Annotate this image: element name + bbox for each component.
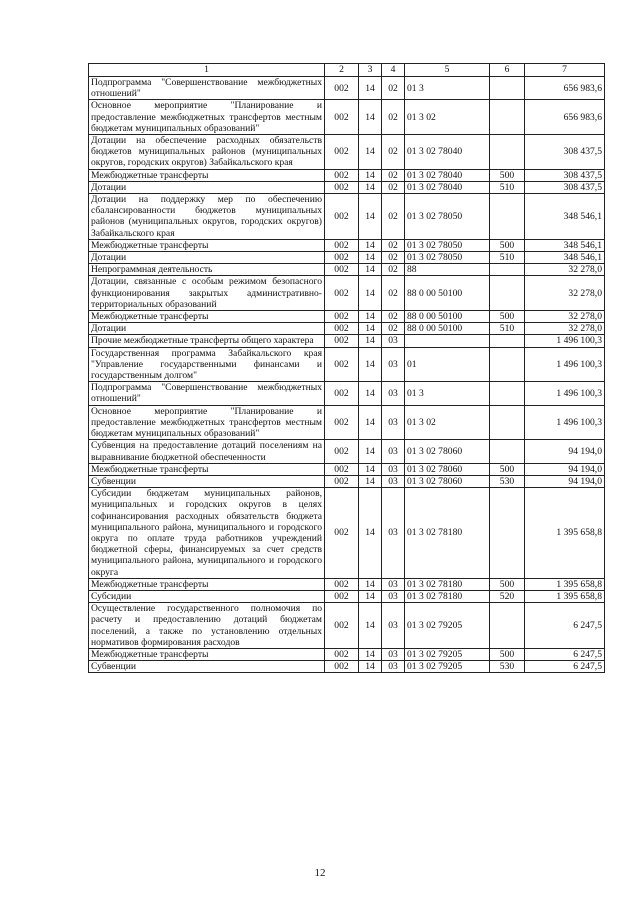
row-subsection-code: 02 — [382, 77, 405, 100]
row-amount: 6 247,5 — [525, 648, 605, 660]
row-expense-type: 500 — [490, 239, 525, 251]
row-expense-type — [490, 382, 525, 405]
row-amount: 1 496 100,3 — [525, 382, 605, 405]
row-section-code: 14 — [359, 194, 382, 240]
row-target-article: 01 3 02 78060 — [405, 440, 490, 463]
row-expense-type — [490, 347, 525, 382]
header-col-2: 2 — [325, 64, 359, 77]
table-row — [89, 169, 605, 181]
row-subsection-code: 02 — [382, 135, 405, 170]
row-expense-type: 510 — [490, 181, 525, 193]
row-section-code: 14 — [359, 405, 382, 440]
row-expense-type — [490, 194, 525, 240]
row-ministry-code: 002 — [325, 488, 359, 579]
row-ministry-code: 002 — [325, 405, 359, 440]
row-expense-type: 500 — [490, 463, 525, 475]
row-ministry-code: 002 — [325, 661, 359, 673]
row-amount: 32 278,0 — [525, 323, 605, 335]
row-section-code: 14 — [359, 347, 382, 382]
row-ministry-code: 002 — [325, 252, 359, 264]
table-row — [89, 239, 605, 251]
row-name: Основное мероприятие "Планирование и предоставление межбюджетных трансфертов местным бюджетам муниципальных образований" — [89, 100, 325, 135]
row-expense-type: 500 — [490, 648, 525, 660]
row-target-article: 01 3 02 — [405, 405, 490, 440]
row-amount: 308 437,5 — [525, 169, 605, 181]
row-name: Дотации на обеспечение расходных обязательств бюджетов муниципальных районов (муниципальных округов, городских округов) Забайкальского края — [89, 135, 325, 170]
row-subsection-code: 03 — [382, 661, 405, 673]
row-subsection-code: 02 — [382, 169, 405, 181]
row-ministry-code: 002 — [325, 169, 359, 181]
row-expense-type: 500 — [490, 578, 525, 590]
row-ministry-code: 002 — [325, 276, 359, 311]
row-amount: 1 496 100,3 — [525, 347, 605, 382]
row-subsection-code: 03 — [382, 347, 405, 382]
row-subsection-code: 03 — [382, 648, 405, 660]
row-expense-type: 500 — [490, 311, 525, 323]
table-row — [89, 323, 605, 335]
row-expense-type: 510 — [490, 323, 525, 335]
row-amount: 32 278,0 — [525, 311, 605, 323]
table-row — [89, 194, 605, 240]
row-name: Субвенция на предоставление дотаций поселениям на выравнивание бюджетной обеспеченности — [89, 440, 325, 463]
row-section-code: 14 — [359, 488, 382, 579]
row-expense-type: 530 — [490, 475, 525, 487]
row-target-article: 01 — [405, 347, 490, 382]
row-expense-type: 510 — [490, 252, 525, 264]
row-subsection-code: 03 — [382, 590, 405, 602]
row-ministry-code: 002 — [325, 181, 359, 193]
row-name: Межбюджетные трансферты — [89, 239, 325, 251]
row-amount: 308 437,5 — [525, 135, 605, 170]
row-subsection-code: 03 — [382, 405, 405, 440]
table-row — [89, 578, 605, 590]
row-name: Основное мероприятие "Планирование и предоставление межбюджетных трансфертов местным бюджетам муниципальных образований" — [89, 405, 325, 440]
row-ministry-code: 002 — [325, 603, 359, 649]
row-name: Осуществление государственного полномочия по расчету и предоставлению дотаций бюджетам поселений, а также по установлению отдельных нормативов формирования расходов — [89, 603, 325, 649]
row-section-code: 14 — [359, 648, 382, 660]
row-ministry-code: 002 — [325, 239, 359, 251]
row-expense-type — [490, 77, 525, 100]
table-row — [89, 488, 605, 579]
row-subsection-code: 03 — [382, 603, 405, 649]
budget-table — [88, 63, 605, 673]
row-subsection-code: 02 — [382, 194, 405, 240]
row-name: Государственная программа Забайкальского края "Управление государственными финансами и государственным долгом" — [89, 347, 325, 382]
row-subsection-code: 03 — [382, 488, 405, 579]
row-target-article: 01 3 02 78050 — [405, 239, 490, 251]
row-ministry-code: 002 — [325, 100, 359, 135]
row-section-code: 14 — [359, 252, 382, 264]
row-target-article: 01 3 02 78040 — [405, 181, 490, 193]
row-subsection-code: 03 — [382, 382, 405, 405]
row-subsection-code: 02 — [382, 311, 405, 323]
row-subsection-code: 02 — [382, 264, 405, 276]
row-ministry-code: 002 — [325, 463, 359, 475]
row-section-code: 14 — [359, 661, 382, 673]
row-target-article: 88 0 00 50100 — [405, 311, 490, 323]
row-target-article: 01 3 02 78060 — [405, 475, 490, 487]
page-number: 12 — [314, 867, 326, 879]
row-target-article: 01 3 02 78050 — [405, 252, 490, 264]
row-ministry-code: 002 — [325, 311, 359, 323]
row-name: Субвенции — [89, 475, 325, 487]
row-name: Подпрограмма "Совершенствование межбюджетных отношений" — [89, 77, 325, 100]
row-subsection-code: 02 — [382, 100, 405, 135]
row-section-code: 14 — [359, 463, 382, 475]
table-row — [89, 135, 605, 170]
row-amount: 1 496 100,3 — [525, 335, 605, 347]
row-section-code: 14 — [359, 135, 382, 170]
row-expense-type — [490, 276, 525, 311]
row-section-code: 14 — [359, 77, 382, 100]
row-expense-type: 530 — [490, 661, 525, 673]
table-row — [89, 661, 605, 673]
table-row — [89, 475, 605, 487]
row-subsection-code: 02 — [382, 239, 405, 251]
row-section-code: 14 — [359, 264, 382, 276]
row-expense-type — [490, 100, 525, 135]
header-col-7: 7 — [525, 64, 605, 77]
row-name: Межбюджетные трансферты — [89, 578, 325, 590]
row-section-code: 14 — [359, 590, 382, 602]
row-target-article: 01 3 — [405, 382, 490, 405]
row-name: Дотации — [89, 323, 325, 335]
table-row — [89, 77, 605, 100]
row-subsection-code: 03 — [382, 440, 405, 463]
row-target-article: 01 3 02 78180 — [405, 488, 490, 579]
row-expense-type — [490, 335, 525, 347]
row-expense-type: 520 — [490, 590, 525, 602]
row-name: Дотации — [89, 181, 325, 193]
row-ministry-code: 002 — [325, 347, 359, 382]
row-expense-type — [490, 135, 525, 170]
row-ministry-code: 002 — [325, 382, 359, 405]
row-amount: 308 437,5 — [525, 181, 605, 193]
row-name: Межбюджетные трансферты — [89, 463, 325, 475]
row-expense-type — [490, 405, 525, 440]
row-target-article: 88 0 00 50100 — [405, 323, 490, 335]
row-ministry-code: 002 — [325, 135, 359, 170]
row-target-article: 01 3 02 78180 — [405, 590, 490, 602]
row-amount: 32 278,0 — [525, 276, 605, 311]
row-name: Прочие межбюджетные трансферты общего характера — [89, 335, 325, 347]
header-col-3: 3 — [359, 64, 382, 77]
row-ministry-code: 002 — [325, 77, 359, 100]
row-target-article — [405, 335, 490, 347]
row-amount: 1 496 100,3 — [525, 405, 605, 440]
row-amount: 348 546,1 — [525, 194, 605, 240]
row-name: Межбюджетные трансферты — [89, 169, 325, 181]
row-name: Подпрограмма "Совершенствование межбюджетных отношений" — [89, 382, 325, 405]
row-name: Межбюджетные трансферты — [89, 648, 325, 660]
header-col-5: 5 — [405, 64, 490, 77]
header-col-1: 1 — [89, 64, 325, 77]
row-ministry-code: 002 — [325, 194, 359, 240]
table-row — [89, 181, 605, 193]
table-row — [89, 590, 605, 602]
row-name: Дотации — [89, 252, 325, 264]
row-section-code: 14 — [359, 440, 382, 463]
table-row — [89, 100, 605, 135]
row-section-code: 14 — [359, 578, 382, 590]
row-amount: 6 247,5 — [525, 603, 605, 649]
row-amount: 348 546,1 — [525, 252, 605, 264]
row-target-article: 01 3 02 79205 — [405, 648, 490, 660]
row-ministry-code: 002 — [325, 323, 359, 335]
row-name: Субвенции — [89, 661, 325, 673]
table-row — [89, 311, 605, 323]
row-subsection-code: 03 — [382, 335, 405, 347]
table-row — [89, 335, 605, 347]
table-row — [89, 347, 605, 382]
row-section-code: 14 — [359, 100, 382, 135]
row-amount: 1 395 658,8 — [525, 578, 605, 590]
row-target-article: 01 3 02 — [405, 100, 490, 135]
table-row — [89, 463, 605, 475]
header-col-4: 4 — [382, 64, 405, 77]
row-amount: 1 395 658,8 — [525, 488, 605, 579]
row-amount: 94 194,0 — [525, 463, 605, 475]
row-target-article: 01 3 02 78040 — [405, 169, 490, 181]
row-expense-type — [490, 440, 525, 463]
row-subsection-code: 02 — [382, 276, 405, 311]
row-name: Межбюджетные трансферты — [89, 311, 325, 323]
row-section-code: 14 — [359, 323, 382, 335]
row-amount: 32 278,0 — [525, 264, 605, 276]
row-section-code: 14 — [359, 181, 382, 193]
row-ministry-code: 002 — [325, 475, 359, 487]
row-target-article: 01 3 02 79205 — [405, 661, 490, 673]
row-ministry-code: 002 — [325, 648, 359, 660]
row-subsection-code: 02 — [382, 323, 405, 335]
row-name: Дотации на поддержку мер по обеспечению сбалансированности бюджетов муниципальных районов (муниципальных округов, городских округов) Забайкальского края — [89, 194, 325, 240]
row-subsection-code: 03 — [382, 475, 405, 487]
row-subsection-code: 02 — [382, 252, 405, 264]
row-section-code: 14 — [359, 169, 382, 181]
row-section-code: 14 — [359, 335, 382, 347]
row-subsection-code: 02 — [382, 181, 405, 193]
table-row — [89, 648, 605, 660]
table-row — [89, 603, 605, 649]
row-section-code: 14 — [359, 382, 382, 405]
row-amount: 1 395 658,8 — [525, 590, 605, 602]
row-expense-type — [490, 603, 525, 649]
header-row — [89, 64, 605, 77]
table-row — [89, 405, 605, 440]
row-section-code: 14 — [359, 239, 382, 251]
table-row — [89, 252, 605, 264]
row-name: Субсидии — [89, 590, 325, 602]
row-target-article: 88 — [405, 264, 490, 276]
row-section-code: 14 — [359, 475, 382, 487]
row-name: Субсидии бюджетам муниципальных районов, муниципальных и городских округов в целях софинансирования расходных обязательств бюджета муниципального района, муниципального и городского округа по оплате труда работников учреждений бюджетной сферы, финансируемых за счет средств муниципального района, муниципального и городского округа — [89, 488, 325, 579]
header-col-6: 6 — [490, 64, 525, 77]
row-section-code: 14 — [359, 603, 382, 649]
row-ministry-code: 002 — [325, 440, 359, 463]
row-target-article: 01 3 02 79205 — [405, 603, 490, 649]
row-subsection-code: 03 — [382, 463, 405, 475]
row-target-article: 01 3 — [405, 77, 490, 100]
table-row — [89, 276, 605, 311]
row-target-article: 01 3 02 78040 — [405, 135, 490, 170]
row-target-article: 01 3 02 78050 — [405, 194, 490, 240]
row-target-article: 88 0 00 50100 — [405, 276, 490, 311]
row-subsection-code: 03 — [382, 578, 405, 590]
row-amount: 6 247,5 — [525, 661, 605, 673]
table-row — [89, 264, 605, 276]
row-amount: 94 194,0 — [525, 440, 605, 463]
row-amount: 656 983,6 — [525, 100, 605, 135]
row-section-code: 14 — [359, 276, 382, 311]
row-expense-type — [490, 488, 525, 579]
table-row — [89, 382, 605, 405]
row-ministry-code: 002 — [325, 335, 359, 347]
row-ministry-code: 002 — [325, 578, 359, 590]
row-ministry-code: 002 — [325, 590, 359, 602]
table-row — [89, 440, 605, 463]
row-target-article: 01 3 02 78060 — [405, 463, 490, 475]
row-name: Непрограммная деятельность — [89, 264, 325, 276]
row-name: Дотации, связанные с особым режимом безопасного функционирования закрытых административно-территориальных образований — [89, 276, 325, 311]
row-amount: 656 983,6 — [525, 77, 605, 100]
row-amount: 94 194,0 — [525, 475, 605, 487]
row-ministry-code: 002 — [325, 264, 359, 276]
row-expense-type — [490, 264, 525, 276]
row-amount: 348 546,1 — [525, 239, 605, 251]
row-target-article: 01 3 02 78180 — [405, 578, 490, 590]
row-section-code: 14 — [359, 311, 382, 323]
row-expense-type: 500 — [490, 169, 525, 181]
